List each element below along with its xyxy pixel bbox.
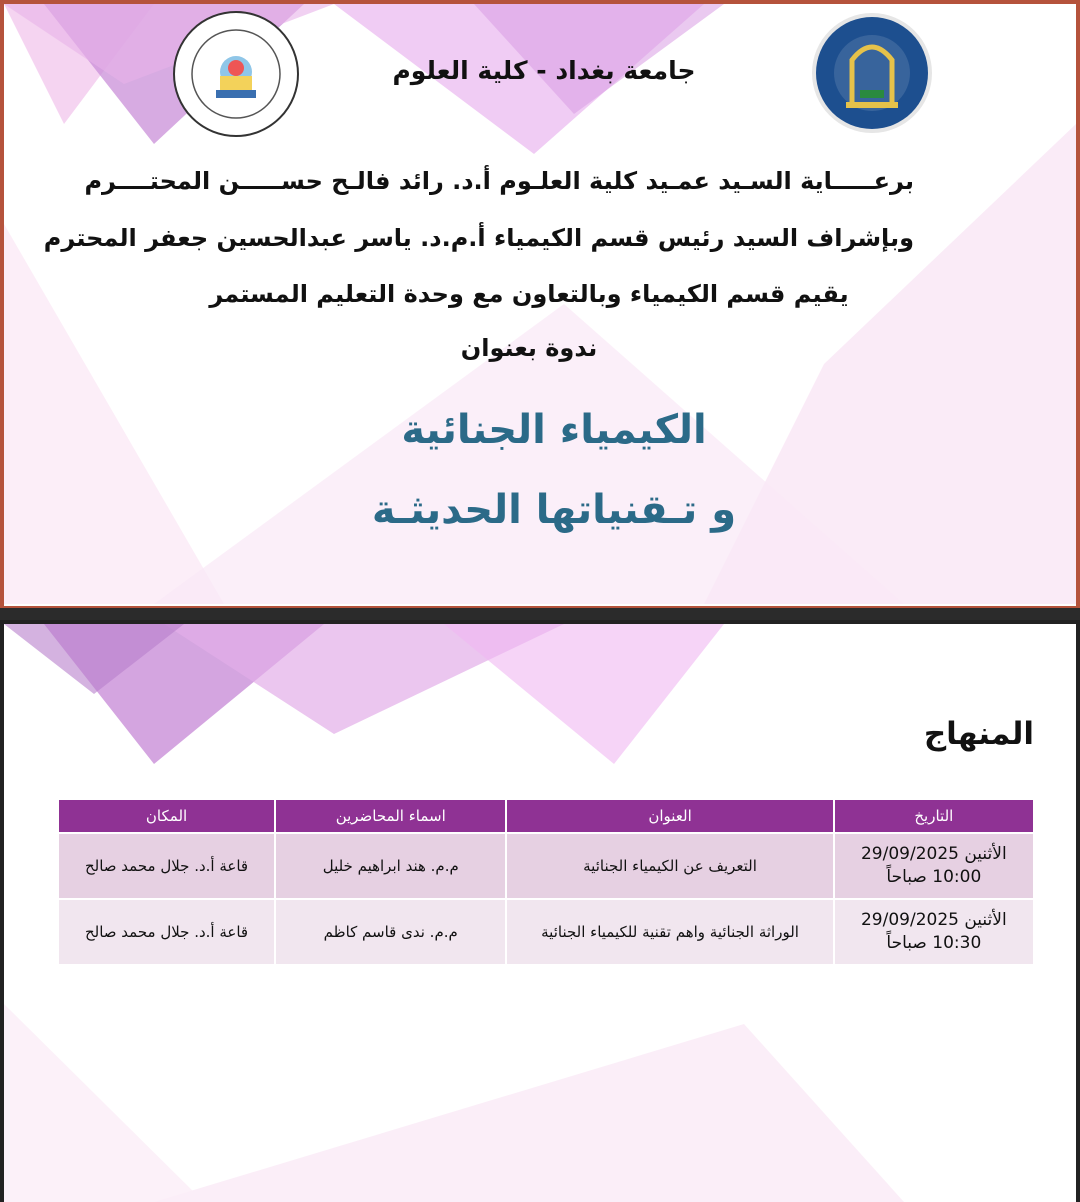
college-logo <box>170 10 302 138</box>
supervision-line: وبإشراف السيد رئيس قسم الكيمياء أ.م.د. ياسر عبدالحسين جعفر المحترم <box>43 224 914 252</box>
lecturer-cell: م.م. ندى قاسم كاظم <box>275 899 506 964</box>
date-value: 29/09/2025 <box>860 844 959 865</box>
date-cell <box>834 899 1033 964</box>
schedule-heading: المنهاج <box>923 716 1034 752</box>
seminar-label: ندوة بعنوان <box>460 334 598 362</box>
col-date: التاريخ <box>834 800 1033 833</box>
table-row <box>58 899 1033 964</box>
day-label: الأثنين <box>964 910 1007 931</box>
time-value: 10:30 صباحاً <box>886 933 982 953</box>
place-cell: قاعة أ.د. جلال محمد صالح <box>58 833 275 899</box>
table-header-row <box>58 800 1033 833</box>
col-topic: العنوان <box>506 800 833 833</box>
schedule-table <box>57 800 1033 964</box>
topic-cell: التعريف عن الكيمياء الجنائية <box>506 833 833 899</box>
date-cell <box>834 833 1033 899</box>
patronage-line: برعـــــاية السـيد عمـيد كلية العلـوم أ.د. رائد فالـح حســـــن المحتــــرم <box>84 167 914 195</box>
col-lecturers: اسماء المحاضرين <box>275 800 506 833</box>
seminar-title-line2: و تـقنياتها الحديثـة <box>371 487 737 533</box>
university-name: جامعة بغداد - كلية العلوم <box>392 56 696 85</box>
university-logo <box>810 12 934 134</box>
time-value: 10:00 صباحاً <box>886 867 982 887</box>
organizer-line: يقيم قسم الكيمياء وبالتعاون مع وحدة التعليم المستمر <box>209 280 849 308</box>
col-place: المكان <box>58 800 275 833</box>
topic-cell: الوراثة الجنائية واهم تقنية للكيمياء الجنائية <box>506 899 833 964</box>
lecturer-cell: م.م. هند ابراهيم خليل <box>275 833 506 899</box>
table-row <box>58 833 1033 899</box>
place-cell: قاعة أ.د. جلال محمد صالح <box>58 899 275 964</box>
seminar-title-line1: الكيمياء الجنائية <box>401 407 707 453</box>
schedule-slide <box>0 620 1080 1202</box>
date-value: 29/09/2025 <box>860 910 959 931</box>
day-label: الأثنين <box>964 844 1007 865</box>
